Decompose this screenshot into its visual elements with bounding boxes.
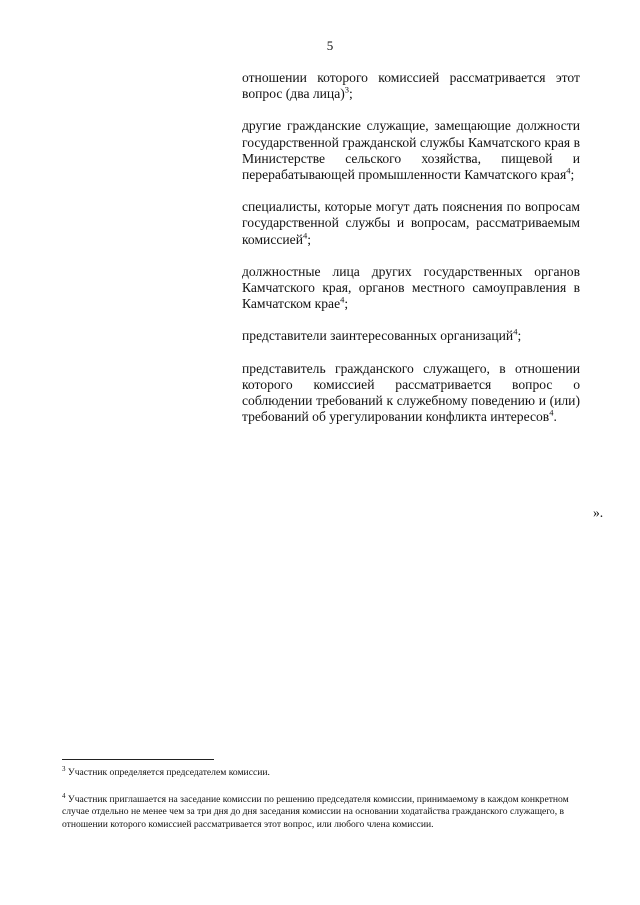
paragraph-text: представители заинтересованных организаций — [242, 328, 514, 344]
footnotes — [62, 764, 582, 845]
footnote-ref: 4 — [340, 294, 345, 305]
footnote-ref: 4 — [513, 326, 518, 337]
paragraph-text: другие гражданские служащие, замещающие должности государственной гражданской службы Камчатского края в Министерстве сельского хозяйства, пищевой и перерабатывающей промышленности Камчатского края — [242, 118, 580, 183]
paragraph-tail: ; — [344, 296, 349, 312]
closing-quote: ». — [593, 505, 604, 520]
paragraph-1 — [242, 70, 580, 102]
body-column — [242, 70, 580, 441]
paragraph-text: отношении которого комиссией рассматривается этот вопрос (два лица) — [242, 70, 580, 102]
paragraph-tail: ; — [517, 328, 522, 344]
footnote-text: Участник приглашается на заседание комиссии по решению председателя комиссии, принимаемому в каждом конкретном случае отдельно не менее чем за три дня до дня заседания комиссии на основании ходатайства гражданского служащего, в отношении которого комиссией рассматривается этот вопрос, или любого члена комиссии. — [62, 793, 569, 830]
footnote-mark: 4 — [62, 791, 66, 800]
paragraph-4 — [242, 264, 580, 313]
paragraph-text: должностные лица других государственных органов Камчатского края, органов местного самоуправления в Камчатском крае — [242, 263, 580, 312]
paragraph-text: специалисты, которые могут дать пояснения по вопросам государственной службы и вопросам, рассматриваемым комиссией — [242, 199, 580, 247]
paragraph-3 — [242, 199, 580, 248]
paragraph-tail: ; — [570, 167, 575, 183]
footnote-separator — [62, 759, 214, 760]
paragraph-tail: ; — [349, 86, 353, 102]
paragraph-tail: . — [553, 409, 557, 425]
footnote-ref: 4 — [566, 165, 571, 176]
page-number: 5 — [326, 38, 334, 53]
footnote-mark: 3 — [62, 764, 66, 773]
paragraph-6 — [242, 361, 580, 426]
footnote-text: Участник определяется председателем комиссии. — [65, 767, 270, 778]
footnote-3 — [62, 764, 582, 780]
paragraph-2 — [242, 118, 580, 183]
footnote-ref: 3 — [344, 84, 350, 95]
paragraph-text: представитель гражданского служащего, в отношении которого комиссией рассматривается вопрос о соблюдении требований к служебному поведению и (или) требований об урегулировании конфликта интересов — [242, 360, 580, 425]
footnote-4 — [62, 791, 582, 832]
footnote-ref: 4 — [302, 230, 308, 241]
footnote-ref: 4 — [549, 407, 554, 418]
paragraph-5 — [242, 328, 580, 344]
paragraph-tail: ; — [307, 231, 312, 247]
